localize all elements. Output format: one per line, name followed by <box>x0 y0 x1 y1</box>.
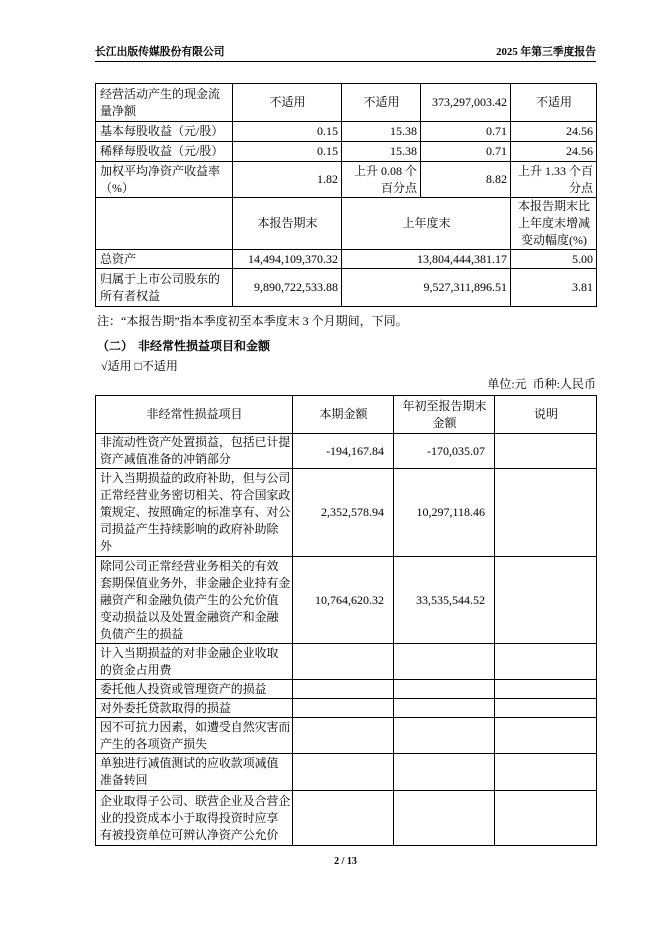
section-heading <box>97 338 270 354</box>
value-cell: 上升 1.33 个百分点 <box>511 162 597 198</box>
report-title: 2025 年第三季度报告 <box>496 46 596 58</box>
ytd-amount: -170,035.07 <box>394 434 495 469</box>
table-row <box>96 122 597 142</box>
value-cell: 8.82 <box>421 162 511 198</box>
table-row <box>96 434 597 469</box>
empty-cell <box>293 644 394 680</box>
empty-cell <box>495 680 597 699</box>
indicator-label: 基本每股收益（元/股） <box>96 122 233 142</box>
empty-cell <box>293 754 394 791</box>
empty-cell <box>495 791 597 846</box>
table-row <box>96 754 597 791</box>
column-header: 上年度末 <box>342 198 511 250</box>
current-amount: 2,352,578.94 <box>293 469 394 557</box>
value-cell: 13,804,444,381.17 <box>342 250 511 269</box>
empty-cell <box>495 699 597 718</box>
table-row <box>96 469 597 557</box>
empty-cell <box>495 754 597 791</box>
empty-cell <box>495 718 597 754</box>
current-amount: -194,167.84 <box>293 434 394 469</box>
column-header: 年初至报告期末金额 <box>394 396 495 434</box>
nonrecurring-items-table <box>95 395 597 846</box>
empty-cell <box>293 791 394 846</box>
indicator-label: 加权平均净资产收益率（%） <box>96 162 233 198</box>
value-cell: 不适用 <box>342 84 421 122</box>
item-label: 委托他人投资或管理资产的损益 <box>96 680 293 699</box>
value-cell: 373,297,003.42 <box>421 84 511 122</box>
column-header: 本报告期末 <box>233 198 342 250</box>
item-label: 除同公司正常经营业务相关的有效 套期保值业务外，非金融企业持有金 融资产和金融负债产生的公允价值 变动损益以及处置金融资产和金融 负债产生的损益 <box>96 557 293 644</box>
value-cell: 不适用 <box>511 84 597 122</box>
empty-cell <box>495 644 597 680</box>
column-header: 非经常性损益项目 <box>96 396 293 434</box>
applicability-checkbox-line: √适用 □不适用 <box>101 359 178 373</box>
item-label: 对外委托贷款取得的损益 <box>96 699 293 718</box>
value-cell: 24.56 <box>511 142 597 162</box>
item-label: 因不可抗力因素，如遭受自然灾害而 产生的各项资产损失 <box>96 718 293 754</box>
page-number: 2 / 13 <box>334 856 357 867</box>
empty-cell <box>495 469 597 557</box>
ytd-amount: 10,297,118.46 <box>394 469 495 557</box>
indicator-label: 稀释每股收益（元/股） <box>96 142 233 162</box>
indicator-label: 经营活动产生的现金流量净额 <box>96 84 233 122</box>
table-row <box>96 699 597 718</box>
value-cell: 15.38 <box>342 142 421 162</box>
empty-cell <box>495 557 597 644</box>
value-cell: 3.81 <box>511 269 597 307</box>
item-label: 单独进行减值测试的应收款项减值 准备转回 <box>96 754 293 791</box>
value-cell: 5.00 <box>511 250 597 269</box>
page-header <box>95 44 596 60</box>
empty-cell <box>394 718 495 754</box>
empty-cell <box>394 699 495 718</box>
value-cell: 0.15 <box>233 122 342 142</box>
empty-cell <box>394 680 495 699</box>
value-cell: 14,494,109,370.32 <box>233 250 342 269</box>
empty-cell <box>394 791 495 846</box>
unit-currency-label: 单位:元 币种:人民币 <box>487 377 596 391</box>
table-row <box>96 680 597 699</box>
section-title: 非经常性损益项目和金额 <box>138 339 271 353</box>
empty-cell <box>96 198 233 250</box>
value-cell: 1.82 <box>233 162 342 198</box>
table-header-row <box>96 396 597 434</box>
column-header: 本报告期末比上年度末增减变动幅度(%) <box>511 198 597 250</box>
item-label: 计入当期损益的对非金融企业收取 的资金占用费 <box>96 644 293 680</box>
empty-cell <box>293 699 394 718</box>
column-header: 本期金额 <box>293 396 394 434</box>
value-cell: 9,890,722,533.88 <box>233 269 342 307</box>
value-cell: 上升 0.08 个百分点 <box>342 162 421 198</box>
value-cell: 24.56 <box>511 122 597 142</box>
empty-cell <box>293 680 394 699</box>
current-amount: 10,764,620.32 <box>293 557 394 644</box>
value-cell: 不适用 <box>233 84 342 122</box>
value-cell: 0.71 <box>421 122 511 142</box>
empty-cell <box>293 718 394 754</box>
company-name: 长江出版传媒股份有限公司 <box>95 46 225 58</box>
footnote: 注：“本报告期”指本季度初至本季度末 3 个月期间，下同。 <box>97 314 408 328</box>
table-row <box>96 162 597 198</box>
empty-cell <box>394 644 495 680</box>
key-financial-indicators-table <box>95 83 597 307</box>
item-label: 企业取得子公司、联营企业及合营企 业的投资成本小于取得投资时应享 有被投资单位可辨认净资产公允价 <box>96 791 293 846</box>
value-cell: 15.38 <box>342 122 421 142</box>
indicator-label: 归属于上市公司股东的所有者权益 <box>96 269 233 307</box>
value-cell: 0.71 <box>421 142 511 162</box>
table-row <box>96 791 597 846</box>
table-row <box>96 142 597 162</box>
value-cell: 0.15 <box>233 142 342 162</box>
ytd-amount: 33,535,544.52 <box>394 557 495 644</box>
table-row <box>96 644 597 680</box>
item-label: 计入当期损益的政府补助，但与公司 正常经营业务密切相关、符合国家政 策规定、按照确定的标准享有、对公 司损益产生持续影响的政府补助除 外 <box>96 469 293 557</box>
header-rule <box>95 61 596 62</box>
indicator-label: 总资产 <box>96 250 233 269</box>
table-header-row <box>96 198 597 250</box>
section-number: （二） <box>97 339 134 353</box>
empty-cell <box>394 754 495 791</box>
empty-cell <box>495 434 597 469</box>
column-header: 说明 <box>495 396 597 434</box>
table-row <box>96 557 597 644</box>
table-row <box>96 84 597 122</box>
item-label: 非流动性资产处置损益，包括已计提 资产减值准备的冲销部分 <box>96 434 293 469</box>
table-row <box>96 250 597 269</box>
value-cell: 9,527,311,896.51 <box>342 269 511 307</box>
table-row <box>96 269 597 307</box>
table-row <box>96 718 597 754</box>
